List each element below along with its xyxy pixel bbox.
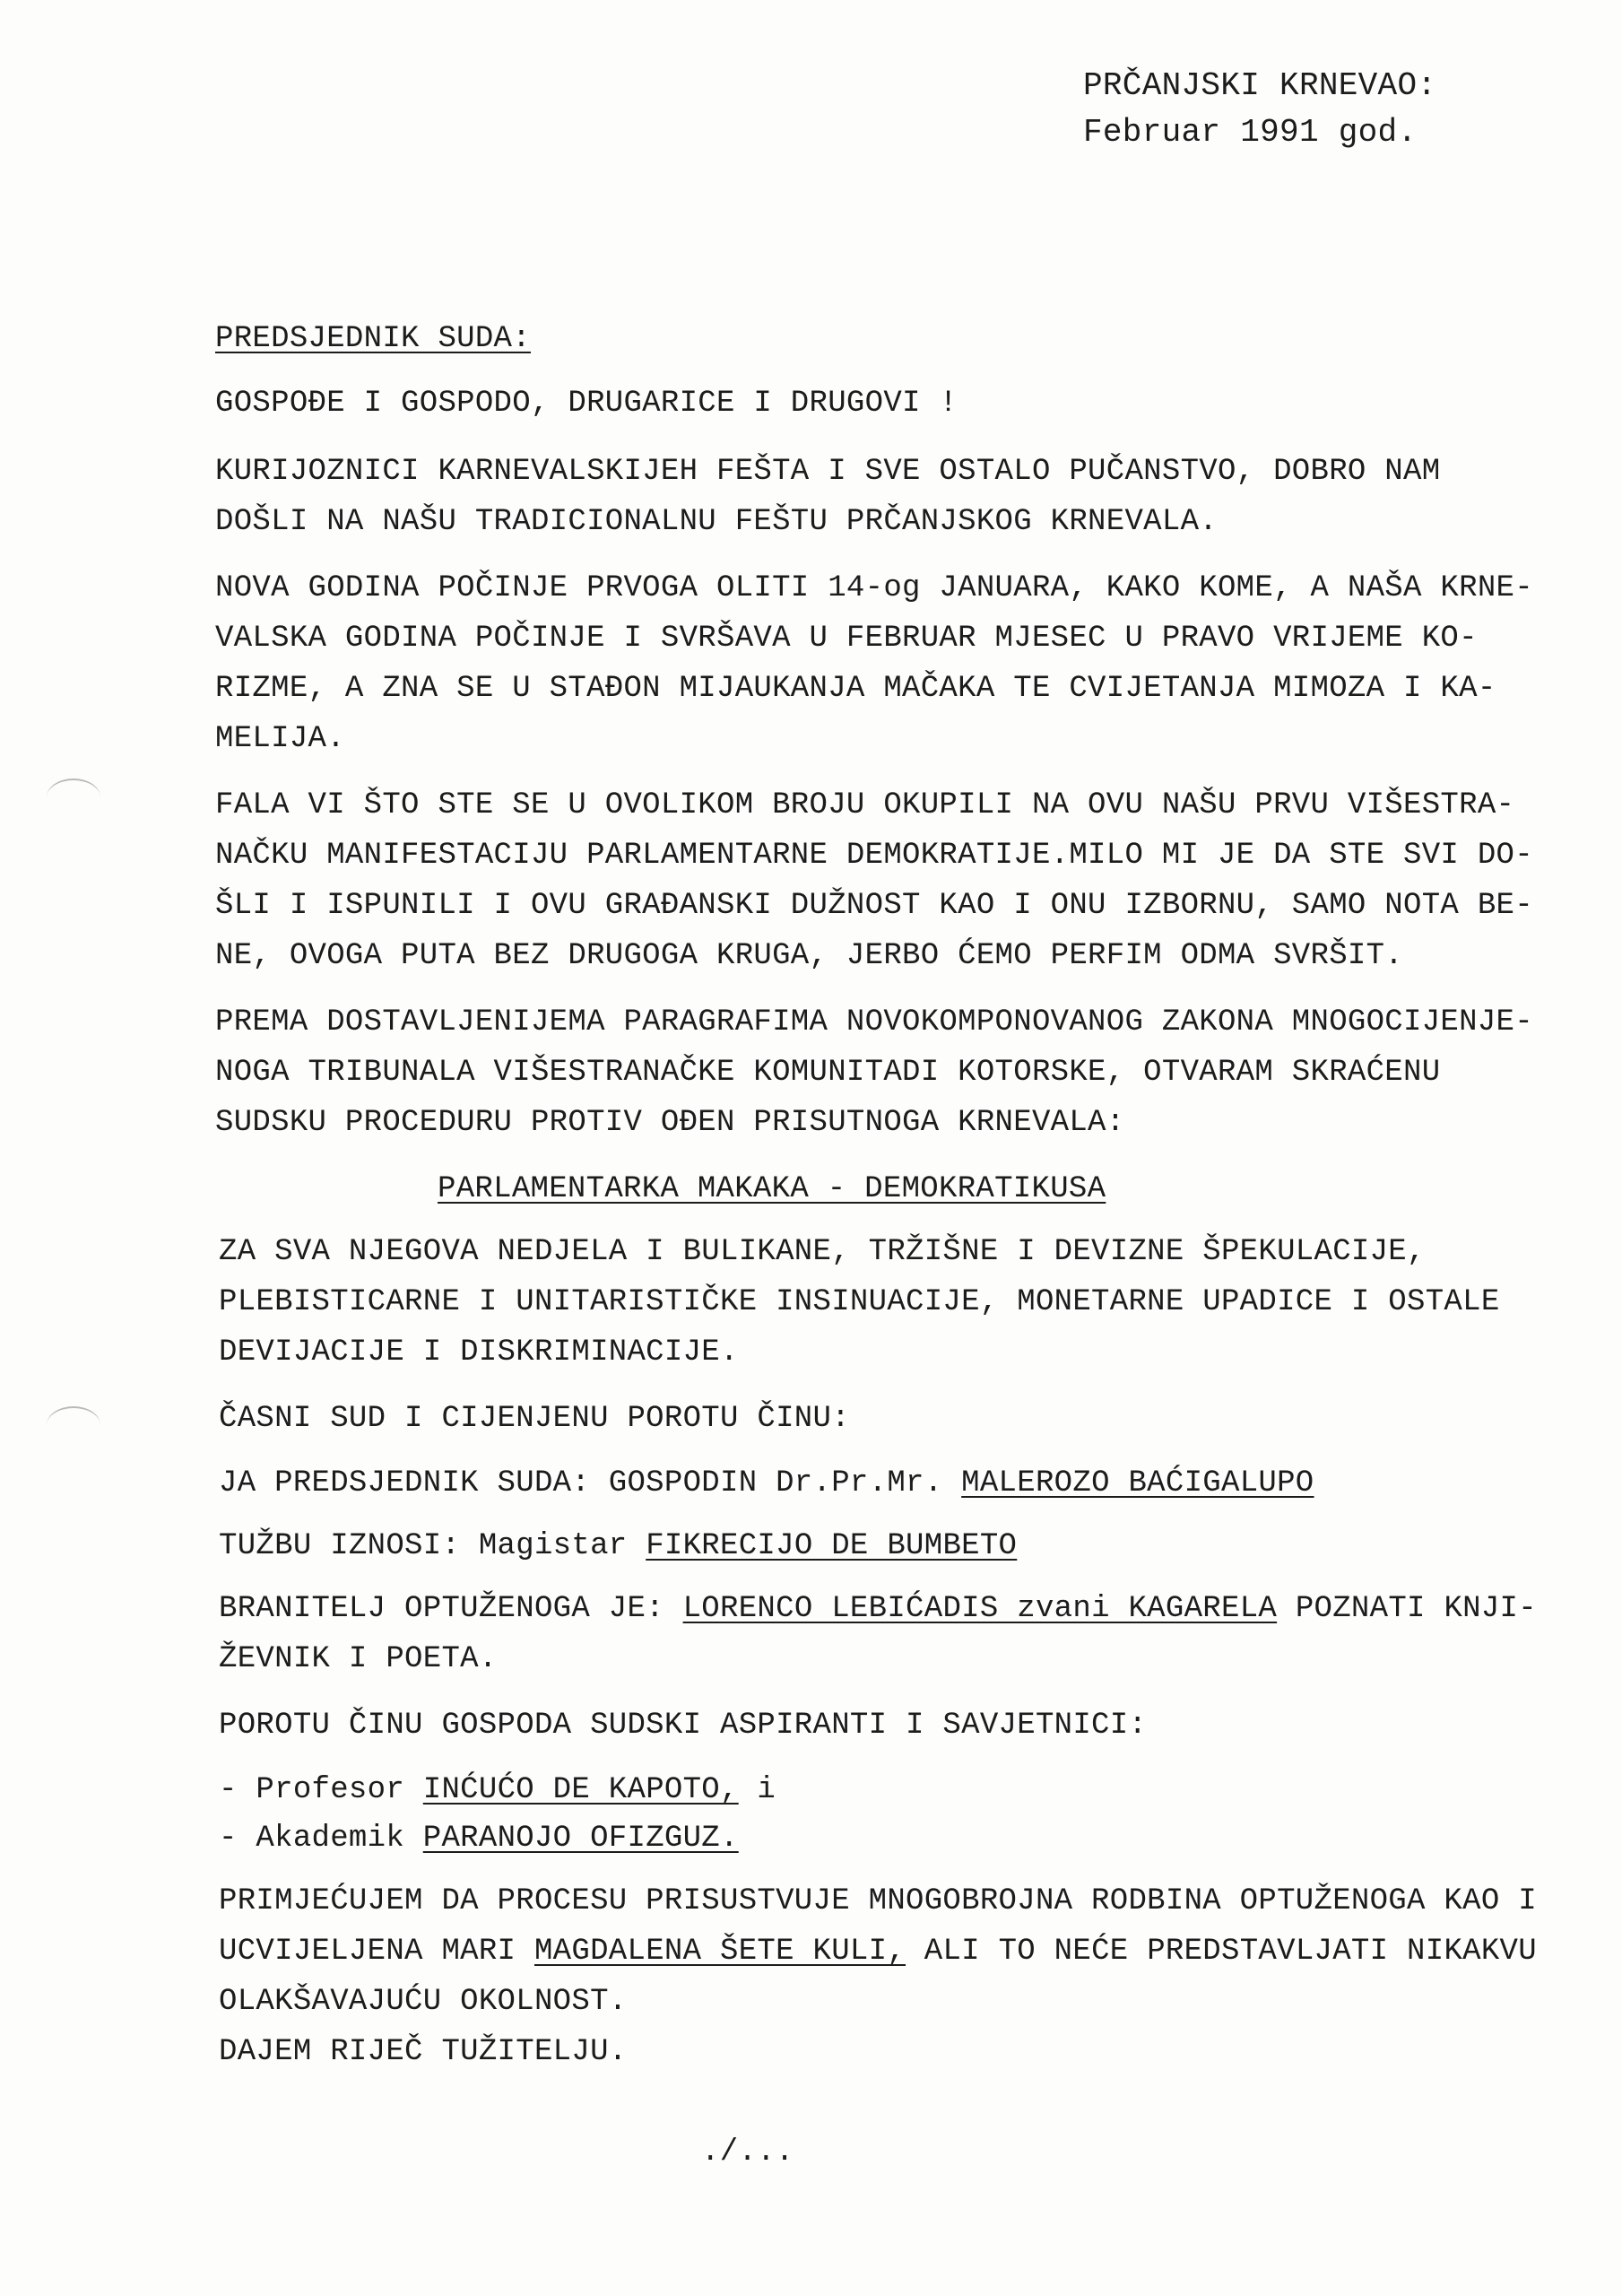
p7-suffix: ALI TO NEĆE PREDSTAVLJATI NIKAKVU [906,1935,1537,1969]
prosecutor-prefix: TUŽBU IZNOSI: Magistar [219,1529,646,1563]
header-title: PRČANJSKI KRNEVAO: [1083,67,1437,104]
speaker-heading: PREDSJEDNIK SUDA: [215,322,531,356]
judge-prefix: JA PREDSJEDNIK SUDA: GOSPODIN Dr.Pr.Mr. [219,1466,962,1500]
punch-hole-mark [47,1406,100,1444]
paragraph-5-line: ZA SVA NJEGOVA NEDJELA I BULIKANE, TRŽIŠNE I DEVIZNE ŠPEKULACIJE, [219,1235,1426,1269]
defender-prefix: BRANITELJ OPTUŽENOGA JE: [219,1592,683,1626]
juror-1-suffix: i [738,1773,776,1807]
paragraph-5-line: PLEBISTICARNE I UNITARISTIČKE INSINUACIJE, MONETARNE UPADICE I OSTALE [219,1285,1500,1319]
juror-1-name: INĆUĆO DE KAPOTO, [422,1773,739,1807]
court-jury-intro: ČASNI SUD I CIJENJENU POROTU ČINU: [219,1402,850,1436]
mourner-name: MAGDALENA ŠETE KULI, [533,1935,906,1969]
prosecutor-line [219,1528,1017,1564]
header-date: Februar 1991 god. [1083,114,1418,151]
continuation-mark: ./... [701,2135,794,2170]
paragraph-5-line: DEVIJACIJE I DISKRIMINACIJE. [219,1335,739,1370]
paragraph-3-line: FALA VI ŠTO STE SE U OVOLIKOM BROJU OKUPILI NA OVU NAŠU PRVU VIŠESTRA- [215,788,1515,822]
defender-name: LORENCO LEBIĆADIS zvani KAGARELA [682,1592,1278,1626]
paragraph-7-line: DAJEM RIJEČ TUŽITELJU. [219,2035,628,2069]
juror-2-line [219,1821,739,1857]
paragraph-2-line: MELIJA. [215,722,345,756]
judge-line [219,1465,1314,1501]
paragraph-3-line: NE, OVOGA PUTA BEZ DRUGOGA KRUGA, JERBO ĆEMO PERFIM ODMA SVRŠIT. [215,939,1404,973]
paragraph-4-line: NOGA TRIBUNALA VIŠESTRANAČKE KOMUNITADI KOTORSKE, OTVARAM SKRAĆENU [215,1056,1441,1090]
paragraph-7-line [219,1934,1537,1970]
greeting: GOSPOĐE I GOSPODO, DRUGARICE I DRUGOVI ! [215,387,958,421]
juror-2-prefix: - Akademik [219,1822,423,1856]
paragraph-2-line: NOVA GODINA POČINJE PRVOGA OLITI 14-og JANUARA, KAKO KOME, A NAŠA KRNE- [215,571,1533,605]
defender-line [219,1591,1537,1627]
p7-prefix: UCVIJELJENA MARI [219,1935,534,1969]
paragraph-4-line: PREMA DOSTAVLJENIJEMA PARAGRAFIMA NOVOKOMPONOVANOG ZAKONA MNOGOCIJENJE- [215,1005,1533,1039]
judge-name: MALEROZO BAĆIGALUPO [961,1466,1314,1500]
punch-hole-mark [47,778,100,816]
prosecutor-name: FIKRECIJO DE BUMBETO [646,1529,1018,1563]
paragraph-3-line: NAČKU MANIFESTACIJU PARLAMENTARNE DEMOKRATIJE.MILO MI JE DA STE SVI DO- [215,839,1533,873]
paragraph-1-line: KURIJOZNICI KARNEVALSKIJEH FEŠTA I SVE OSTALO PUČANSTVO, DOBRO NAM [215,455,1441,489]
paragraph-4-line: SUDSKU PROCEDURU PROTIV OĐEN PRISUTNOGA KRNEVALA: [215,1106,1125,1140]
paragraph-3-line: ŠLI I ISPUNILI I OVU GRAĐANSKI DUŽNOST KAO I ONU IZBORNU, SAMO NOTA BE- [215,889,1533,923]
jury-intro: POROTU ČINU GOSPODA SUDSKI ASPIRANTI I SAVJETNICI: [219,1709,1148,1743]
defender-suffix: POZNATI KNJI- [1277,1592,1537,1626]
juror-2-name: PARANOJO OFIZGUZ. [422,1822,739,1856]
juror-1-prefix: - Profesor [219,1773,423,1807]
paragraph-2-line: RIZME, A ZNA SE U STAĐON MIJAUKANJA MAČAKA TE CVIJETANJA MIMOZA I KA- [215,672,1496,706]
paragraph-7-line: PRIMJEĆUJEM DA PROCESU PRISUSTVUJE MNOGOBROJNA RODBINA OPTUŽENOGA KAO I [219,1884,1537,1918]
paragraph-7-line: OLAKŠAVAJUĆU OKOLNOST. [219,1985,628,2019]
defender-line-2: ŽEVNIK I POETA. [219,1642,498,1676]
juror-1-line [219,1772,776,1808]
paragraph-1-line: DOŠLI NA NAŠU TRADICIONALNU FEŠTU PRČANJSKOG KRNEVALA. [215,505,1218,539]
paragraph-2-line: VALSKA GODINA POČINJE I SVRŠAVA U FEBRUAR MJESEC U PRAVO VRIJEME KO- [215,622,1478,656]
defendant-name: PARLAMENTARKA MAKAKA - DEMOKRATIKUSA [438,1172,1106,1206]
